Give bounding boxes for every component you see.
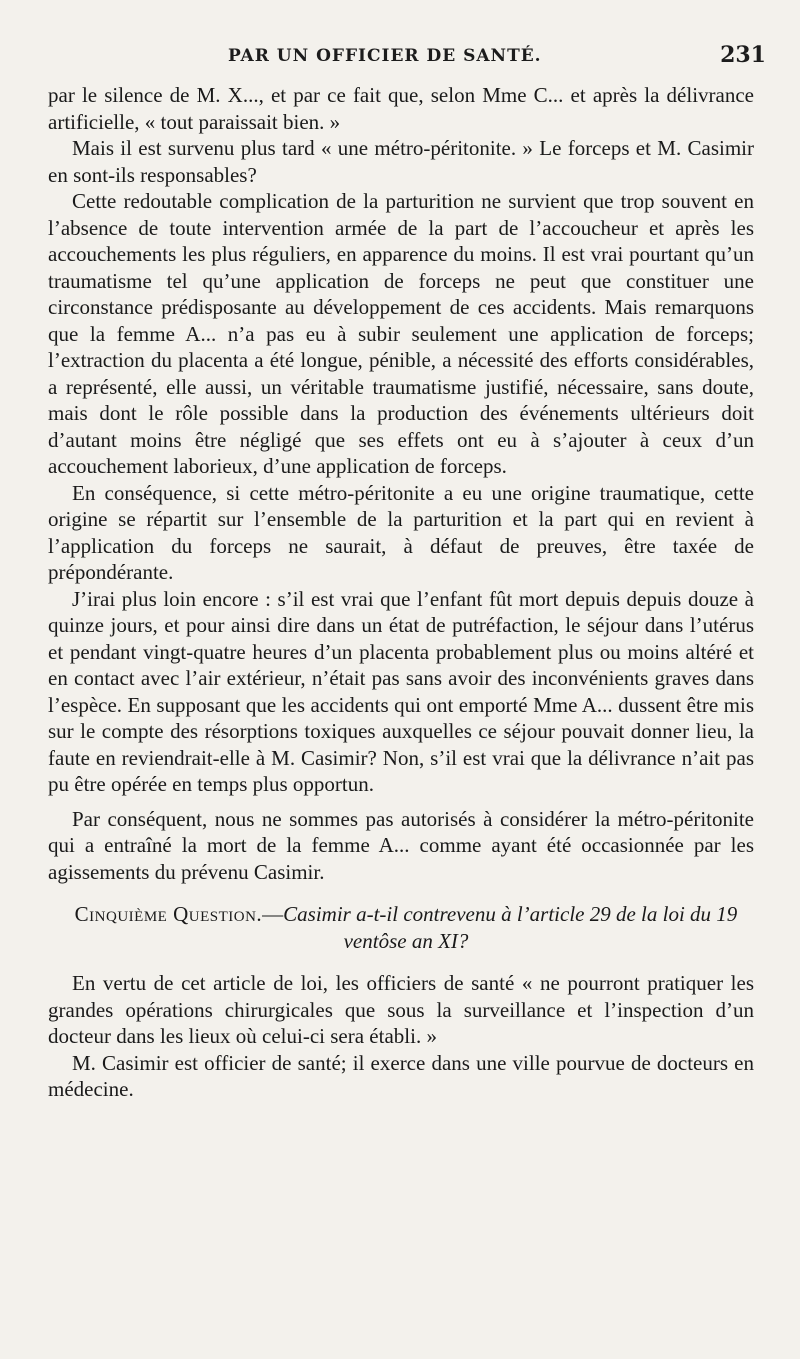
paragraph-5: J’irai plus loin encore : s’il est vrai que l’enfant fût mort depuis depuis douze à quinze jours, et pour ainsi dire dans un état de putréfaction, le séjour dans l’utérus et pendant vingt-quatre heures d’un placenta probablement plus ou moins altéré et en contact avec l’air extérieur, n’était pas sans avoir des inconvénients graves dans l’espèce. En supposant que les accidents qui ont emporté Mme A... dussent être mis sur le compte des résorptions toxiques auxquelles ce séjour pouvait donner lieu, la faute en reviendrait-elle à M. Casimir? Non, s’il est vrai que la délivrance n’ait pas pu être opérée en temps plus opportun. — [48, 586, 754, 796]
paragraph-2: Mais il est survenu plus tard « une métro-péritonite. » Le forceps et M. Casimir en sont-ils responsables? — [48, 136, 754, 187]
spacer — [48, 885, 754, 901]
paragraph-3: Cette redoutable complication de la parturition ne survient que trop souvent en l’absence de toute intervention armée de la part de l’accoucheur et après les accouchements les plus réguliers, en apparence du moins. Il est vrai pourtant qu’un traumatisme tel qu’une application de forceps ne peut que constituer une circonstance prédisposante au développement de ces accidents. Mais remarquons que la femme A... n’a pas eu à subir seulement une application de forceps; l’extraction du placenta a été longue, pénible, a nécessité des efforts considérables, a représenté, elle aussi, un véritable traumatisme justifié, nécessaire, sans doute, mais dont le rôle possible dans la production des événements ultérieurs doit d’autant moins être négligé que ses effets ont eu à s’ajouter à ceux d’un accouchement laborieux, d’une application de forceps. — [48, 189, 754, 478]
running-title: PAR UN OFFICIER DE SANTÉ. — [228, 46, 542, 66]
paragraph-8: M. Casimir est officier de santé; il exerce dans une ville pourvue de docteurs en médecine. — [48, 1050, 754, 1101]
spacer — [48, 954, 754, 970]
question-text: Casimir a-t-il contrevenu à l’article 29 de la loi du 19 ventôse an XI? — [283, 902, 738, 953]
spacer — [48, 798, 754, 806]
question-label: Cinquième Question. — [74, 902, 263, 926]
paragraph-4: En conséquence, si cette métro-péritonite a eu une origine traumatique, cette origine se répartit sur l’ensemble de la parturition et la part qui en revient à l’application du forceps ne saurait, à défaut de preuves, être taxée de prépondérante. — [48, 480, 754, 584]
question-heading — [48, 901, 754, 954]
paragraph-7: En vertu de cet article de loi, les officiers de santé « ne pourront pratiquer les grandes opérations chirurgicales que sous la surveillance et l’inspection d’un docteur dans les lieux où celui-ci sera établi. » — [48, 971, 754, 1048]
paragraph-6: Par conséquent, nous ne sommes pas autorisés à considérer la métro-péritonite qui a entraîné la mort de la femme A... comme ayant été occasionnée par les agissements du prévenu Casimir. — [48, 806, 754, 884]
running-header — [0, 38, 800, 78]
body-text — [48, 82, 754, 1103]
paragraph-1: par le silence de M. X..., et par ce fait que, selon Mme C... et après la délivrance artificielle, « tout paraissait bien. » — [48, 83, 754, 134]
question-dash: — — [262, 902, 284, 926]
page-number: 231 — [720, 42, 766, 68]
